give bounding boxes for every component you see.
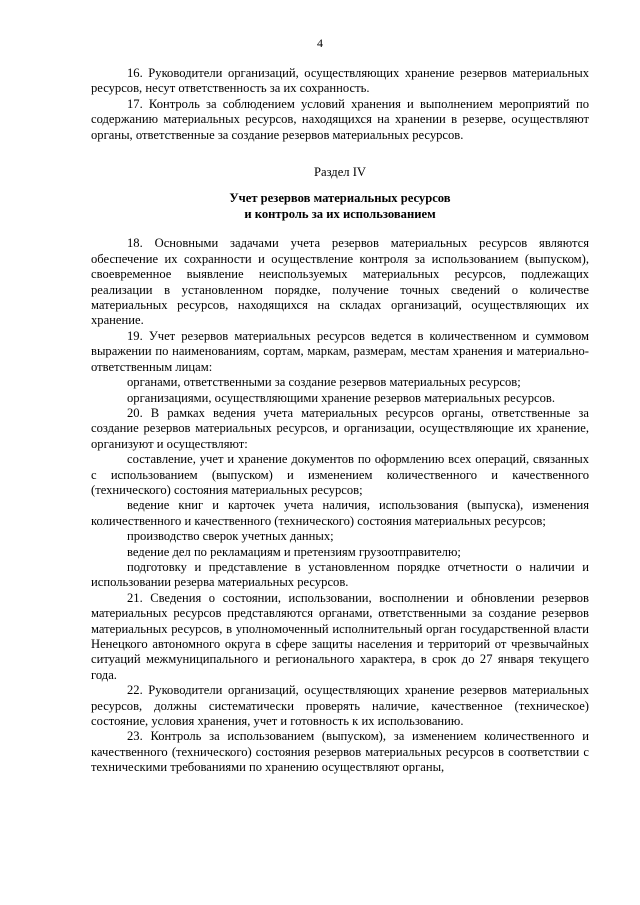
- paragraph-17: 17. Контроль за соблюдением условий хранения и выполнением мероприятий по содержанию материальных ресурсов, находящихся на хранении в резерве, осуществляют органы, ответственные за создание резервов материальных ресурсов.: [91, 96, 589, 142]
- paragraph-23: 23. Контроль за использованием (выпуском), за изменением количественного и качественного (технического) состояния резервов материальных ресурсов в соответствии с техническими требованиями по хранению осуществляют органы,: [91, 729, 589, 775]
- paragraph-19: 19. Учет резервов материальных ресурсов ведется в количественном и суммовом выражении по наименованиям, сортам, маркам, размерам, местам хранения и материально-ответственным лицам:: [91, 328, 589, 374]
- section-label: Раздел IV: [313, 165, 367, 180]
- list-item: подготовку и представление в установленном порядке отчетности о наличии и использовании резерва материальных ресурсов.: [91, 559, 589, 590]
- list-item: производство сверок учетных данных;: [127, 529, 334, 544]
- paragraph-20: 20. В рамках ведения учета материальных ресурсов органы, ответственные за создание резервов материальных ресурсов, и организации, осуществляющие их хранение, организуют и осуществляют:: [91, 405, 589, 451]
- paragraph-18: 18. Основными задачами учета резервов материальных ресурсов являются обеспечение их сохранности и осуществление контроля за использованием (выпуском), своевременное выявление неиспользуемых материальных ресурсов, подлежащих реализации в установленном порядке, получение точных сведений о количестве материальных ресурсов, находящихся на складах организаций, осуществляющих их хранение.: [91, 236, 589, 328]
- list-item: органами, ответственными за создание резервов материальных ресурсов;: [127, 375, 521, 390]
- paragraph-22: 22. Руководители организаций, осуществляющих хранение резервов материальных ресурсов, должны систематически проверять наличие, качественное (техническое) состояние, условия хранения, учет и готовность к их использованию.: [91, 683, 589, 729]
- document-body: [91, 66, 589, 776]
- list-item: ведение дел по рекламациям и претензиям грузоотправителю;: [127, 544, 461, 559]
- list-item: организациями, осуществляющими хранение резервов материальных ресурсов.: [127, 390, 555, 405]
- list-item: ведение книг и карточек учета наличия, использования (выпуска), изменения количественного и качественного (технического) состояния материальных ресурсов;: [91, 498, 589, 528]
- section-title-line-2: и контроль за их использованием: [244, 207, 436, 222]
- page-number: 4: [317, 36, 323, 50]
- list-item: составление, учет и хранение документов по оформлению всех операций, связанных с использованием (выпуском) и изменением количественного и качественного (технического) состояния материальных ресурсов;: [91, 452, 589, 497]
- paragraph-16: 16. Руководители организаций, осуществляющих хранение резервов материальных ресурсов, несут ответственность за их сохранность.: [91, 66, 589, 96]
- paragraph-21: 21. Сведения о состоянии, использовании, восполнении и обновлении резервов материальных ресурсов представляются органами, ответственными за создание резервов материальных ресурсов, в уполномоченный исполнительный орган государственной власти Ненецкого автономного округа в сфере защиты населения и территорий от чрезвычайных ситуаций межмуниципального и регионального характера, в срок до 27 января текущего года.: [91, 590, 589, 682]
- section-title: [91, 190, 589, 222]
- section-title-line-1: Учет резервов материальных ресурсов: [229, 191, 451, 206]
